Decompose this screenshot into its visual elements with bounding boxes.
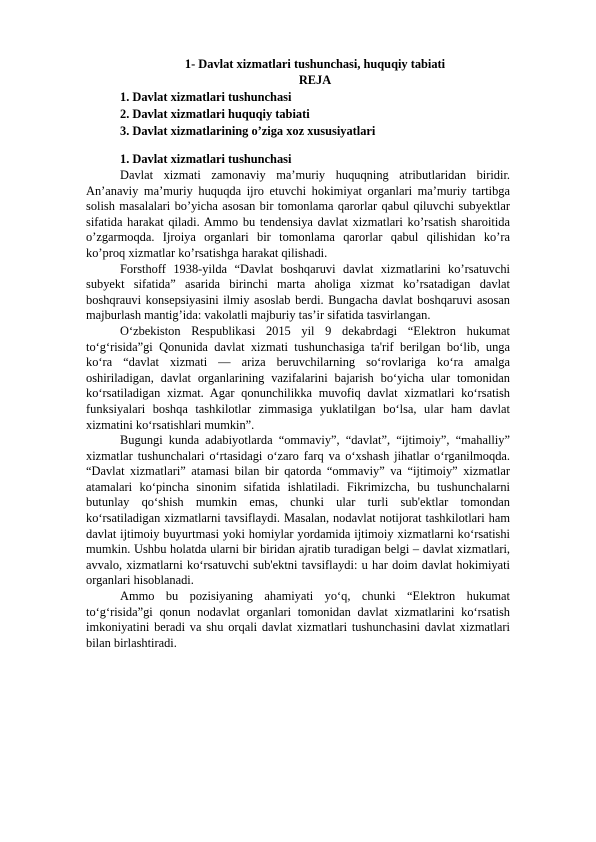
paragraph: Ammo bu pozisiyaning ahamiyati yo‘q, chunki “Elektron hukumat to‘g‘risida”gi qonun nodavlat organlari tomonidan davlat xizmatlarini ko‘rsatish imkoniyatini beradi va shu orqali davlat xizmatlari tushunchasini davlat xizmatlari bilan birlashtiradi. [86, 589, 510, 650]
paragraph: Davlat xizmati zamonaviy ma’muriy huquqning atributlaridan biridir. An’anaviy ma’muriy huquqda ijro etuvchi hokimiyat organlari ma’muriy tartibga solish masalalari bo’yicha asosan bir tomonlama qarorlar qabul qiluvchi subyektlar sifatida harakat qiladi. Ammo bu tendensiya davlat xizmatlari ko’rsatish sharoitida o’zgarmoqda. Ijroiya organlari bir tomonlama qarorlar qabul qilishidan ko’ra ko’proq xizmatlar ko’rsatishga harakat qilishadi. [86, 168, 510, 260]
plan-item: 1. Davlat xizmatlari tushunchasi [120, 90, 292, 104]
plan-item: 3. Davlat xizmatlarining o’ziga xoz xususiyatlari [120, 124, 376, 138]
section-heading: 1. Davlat xizmatlari tushunchasi [120, 152, 292, 166]
paragraph: O‘zbekiston Respublikasi 2015 yil 9 dekabrdagi “Elektron hukumat to‘g‘risida”gi Qonunida davlat xizmati tushunchasiga ta'rif berilgan bo‘lib, unga ko‘ra “davlat xizmati — ariza beruvchilarning so‘rovlariga ko‘ra amalga oshiriladigan, davlat organlarining vazifalarini bajarish bo‘yicha ular tomonidan ko‘rsatiladigan xizmat. Agar qonunchilikka muvofiq davlat xizmatlari ko‘rsatish funksiyalari boshqa tashkilotlar zimmasiga yuklatilgan bo‘lsa, ular ham davlat xizmatini ko‘rsatishlari mumkin”. [86, 323, 510, 432]
paragraph: Bugungi kunda adabiyotlarda “ommaviy”, “davlat”, “ijtimoiy”, “mahalliy” xizmatlar tushunchalari o‘rtasidagi o‘zaro farq va o‘xshash jihatlar o‘rganilmoqda. “Davlat xizmatlari” atamasi bilan bir qatorda “ommaviy” va “ijtimoiy” xizmatlar atamalari ko‘pincha sinonim sifatida ishlatiladi. Fikrimizcha, bu tushunchalarni butunlay qo‘shish mumkin emas, chunki ular turli sub'ektlar tomondan ko‘rsatiladigan xizmatlarni tavsiflaydi. Masalan, nodavlat notijorat tashkilotlari ham davlat ijtimoiy buyurtmasi yoki homiylar yordamida ijtimoiy xizmatlarni ko‘rsatishi mumkin. Ushbu holatda ularni bir biridan ajratib turadigan belgi – davlat xizmatlari, avvalo, xizmatlarni ko‘rsatuvchi sub'ektni tavsiflaydi: u har doim davlat hokimiyati organlari hisoblanadi. [86, 433, 510, 588]
section-body [86, 168, 510, 651]
paragraph: Forsthoff 1938-yilda “Davlat boshqaruvi davlat xizmatlarini ko’rsatuvchi subyekt sifatida” asarida birinchi marta aholiga xizmat ko’rsatadigan davlat boshqrauvi konsepsiyasini ilmiy asoslab berdi. Bungacha davlat boshqaruvi asosan majburlash mantig’ida: vakolatli majburiy tas’ir sifatida tasvirlangan. [86, 261, 510, 323]
plan-item: 2. Davlat xizmatlari huquqiy tabiati [120, 107, 310, 121]
document-title: 1- Davlat xizmatlari tushunchasi, huquqiy tabiati [184, 57, 446, 71]
document-title-block [0, 57, 596, 88]
plan-list [120, 89, 375, 140]
plan-heading: REJA [298, 72, 332, 87]
